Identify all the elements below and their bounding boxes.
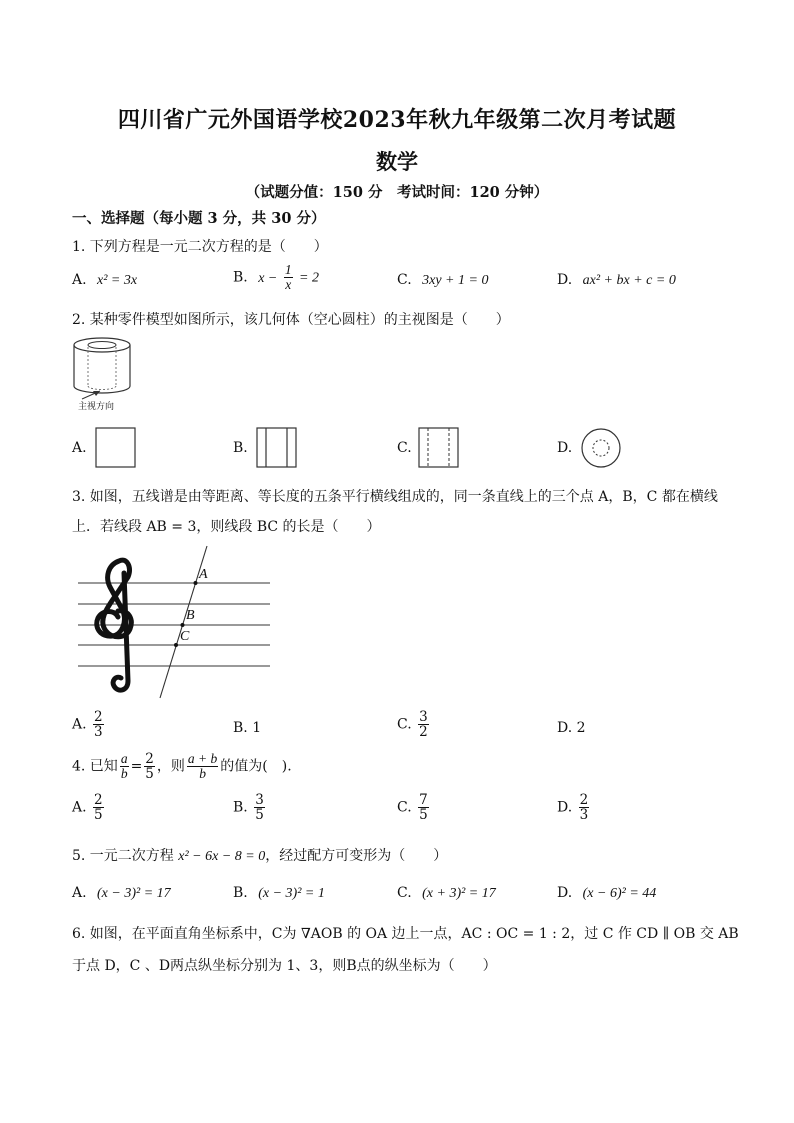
q5-a-label: A. bbox=[72, 885, 87, 901]
q4-b-label: B. bbox=[233, 799, 248, 816]
q1-c-text: 3xy + 1 = 0 bbox=[422, 273, 489, 288]
q1-option-d bbox=[557, 272, 676, 289]
q5-pre: 5. 一元二次方程 bbox=[72, 848, 174, 864]
q4-b-num: 3 bbox=[255, 792, 264, 808]
q4-a-label: A. bbox=[72, 799, 87, 816]
q4-f2-den: 5 bbox=[145, 766, 154, 783]
q5-post: ，经过配方可变形为（ ） bbox=[265, 848, 448, 864]
q1-b-post: = 2 bbox=[299, 270, 319, 286]
fig-caption: 主视方向 bbox=[78, 402, 115, 412]
q3-c-num: 3 bbox=[419, 709, 428, 725]
q3-d-label: D. bbox=[557, 720, 573, 736]
q4-frac-25 bbox=[144, 752, 155, 781]
section-heading: 一、选择题（每小题 3 分，共 30 分） bbox=[72, 210, 326, 227]
q3-b-label: B. bbox=[233, 720, 248, 736]
q5-option-a bbox=[72, 885, 171, 902]
q4-mid: ，则 bbox=[156, 758, 185, 775]
q4-b-fraction bbox=[254, 793, 265, 822]
q4-b-den: 5 bbox=[255, 807, 264, 824]
q4-a-fraction bbox=[93, 793, 104, 822]
q4-c-fraction bbox=[418, 793, 429, 822]
q4-option-b bbox=[233, 793, 267, 822]
q5-d-text: (x − 6)² = 44 bbox=[582, 886, 657, 901]
q5-stem bbox=[72, 845, 447, 865]
q2-option-d-figure bbox=[580, 427, 622, 469]
q3-a-num: 2 bbox=[94, 709, 103, 725]
q4-f3-den: b bbox=[199, 766, 206, 782]
q5-c-label: C. bbox=[397, 885, 412, 901]
q4-f3-num: a + b bbox=[187, 751, 218, 766]
q5-option-d bbox=[557, 885, 656, 902]
q4-post: 的值为( ). bbox=[220, 758, 292, 775]
q2-option-c-figure bbox=[418, 427, 460, 469]
q4-d-num: 2 bbox=[579, 792, 589, 808]
q4-c-den: 5 bbox=[419, 807, 428, 824]
q1-b-fraction bbox=[284, 263, 293, 292]
q1-b-num: 1 bbox=[284, 262, 292, 277]
q3-c-fraction bbox=[418, 710, 429, 739]
q2-option-d-label: D. bbox=[557, 440, 573, 456]
q1-d-label: D. bbox=[557, 272, 573, 288]
q2-option-b-figure bbox=[256, 427, 298, 469]
q4-stem bbox=[72, 752, 292, 781]
q4-f2-num: 2 bbox=[145, 751, 154, 767]
q3-c-label: C. bbox=[397, 716, 412, 733]
point-b-label: B bbox=[186, 608, 195, 623]
q4-eq: = bbox=[130, 758, 143, 775]
point-a-label: A bbox=[199, 567, 208, 582]
q2-option-c-label: C. bbox=[397, 440, 412, 456]
q5-a-text: (x − 3)² = 17 bbox=[97, 886, 171, 901]
q1-a-text: x² = 3x bbox=[97, 273, 138, 288]
q2-option-a-label: A. bbox=[72, 440, 87, 456]
q3-a-fraction bbox=[93, 710, 104, 739]
q3-line2: 上．若线段 AB = 3，则线段 BC 的长是（ ） bbox=[72, 519, 381, 535]
point-c-label: C bbox=[180, 629, 190, 644]
q4-a-den: 5 bbox=[94, 807, 103, 824]
q4-f1-num: a bbox=[120, 751, 128, 766]
q1-d-text: ax² + bx + c = 0 bbox=[582, 273, 676, 288]
q4-option-a bbox=[72, 793, 106, 822]
q5-c-text: (x + 3)² = 17 bbox=[422, 886, 496, 901]
q4-frac-ab bbox=[120, 752, 129, 781]
q4-c-num: 7 bbox=[419, 792, 428, 808]
q1-option-a bbox=[72, 272, 137, 289]
q3-line1: 3. 如图，五线谱是由等距离、等长度的五条平行横线组成的，同一条直线上的三个点 A，B，C 都在横线 bbox=[72, 489, 718, 505]
q5-b-label: B. bbox=[233, 885, 248, 901]
q3-d-text: 2 bbox=[576, 720, 586, 736]
q1-b-den: x bbox=[285, 277, 292, 293]
q3-option-d bbox=[557, 720, 586, 736]
q1-b-pre: x − bbox=[258, 270, 278, 286]
q3-option-b bbox=[233, 720, 261, 736]
q4-pre: 4. 已知 bbox=[72, 758, 118, 775]
q4-d-fraction bbox=[579, 793, 590, 822]
exam-info: （试题分值：150 分 考试时间：120 分钟） bbox=[245, 184, 549, 201]
q2-stem: 2. 某种零件模型如图所示，该几何体（空心圆柱）的主视图是（ ） bbox=[72, 312, 510, 328]
q4-d-label: D. bbox=[557, 799, 573, 816]
q3-c-den: 2 bbox=[419, 724, 428, 741]
q3-option-c bbox=[397, 710, 431, 739]
q4-option-c bbox=[397, 793, 431, 822]
q4-d-den: 3 bbox=[579, 807, 589, 824]
q5-equation: x² − 6x − 8 = 0 bbox=[178, 849, 266, 864]
subject-heading: 数学 bbox=[376, 149, 418, 174]
q5-option-c bbox=[397, 885, 496, 902]
q4-a-num: 2 bbox=[94, 792, 103, 808]
q4-option-d bbox=[557, 793, 591, 822]
q5-option-b bbox=[233, 885, 325, 902]
q1-b-label: B. bbox=[233, 269, 248, 286]
q3-a-den: 3 bbox=[94, 724, 103, 741]
q4-f1-den: b bbox=[120, 766, 128, 782]
q5-d-label: D. bbox=[557, 885, 573, 901]
q3-option-a bbox=[72, 710, 106, 739]
q1-stem: 1. 下列方程是一元二次方程的是（ ） bbox=[72, 239, 328, 255]
q6-line2: 于点 D，C 、D两点纵坐标分别为 1、3，则B点的纵坐标为（ ） bbox=[72, 958, 497, 974]
exam-title: 四川省广元外国语学校2023年秋九年级第二次月考试题 bbox=[117, 107, 677, 133]
q2-option-a-square bbox=[95, 427, 137, 469]
staff-figure bbox=[72, 543, 277, 703]
q6-line1: 6. 如图，在平面直角坐标系中，C为 ∇AOB 的 OA 边上一点，AC : OC = 1 : 2，过 C 作 CD ∥ OB 交 AB bbox=[72, 926, 739, 942]
q4-c-label: C. bbox=[397, 799, 412, 816]
q1-option-c bbox=[397, 272, 488, 289]
q3-b-text: 1 bbox=[252, 720, 262, 736]
q1-option-b bbox=[233, 263, 319, 292]
q1-c-label: C. bbox=[397, 272, 412, 288]
q5-b-text: (x − 3)² = 1 bbox=[258, 886, 325, 901]
q4-frac-apb bbox=[187, 752, 218, 781]
q2-option-b-label: B. bbox=[233, 440, 248, 456]
q3-a-label: A. bbox=[72, 716, 87, 733]
q1-a-label: A. bbox=[72, 272, 87, 288]
